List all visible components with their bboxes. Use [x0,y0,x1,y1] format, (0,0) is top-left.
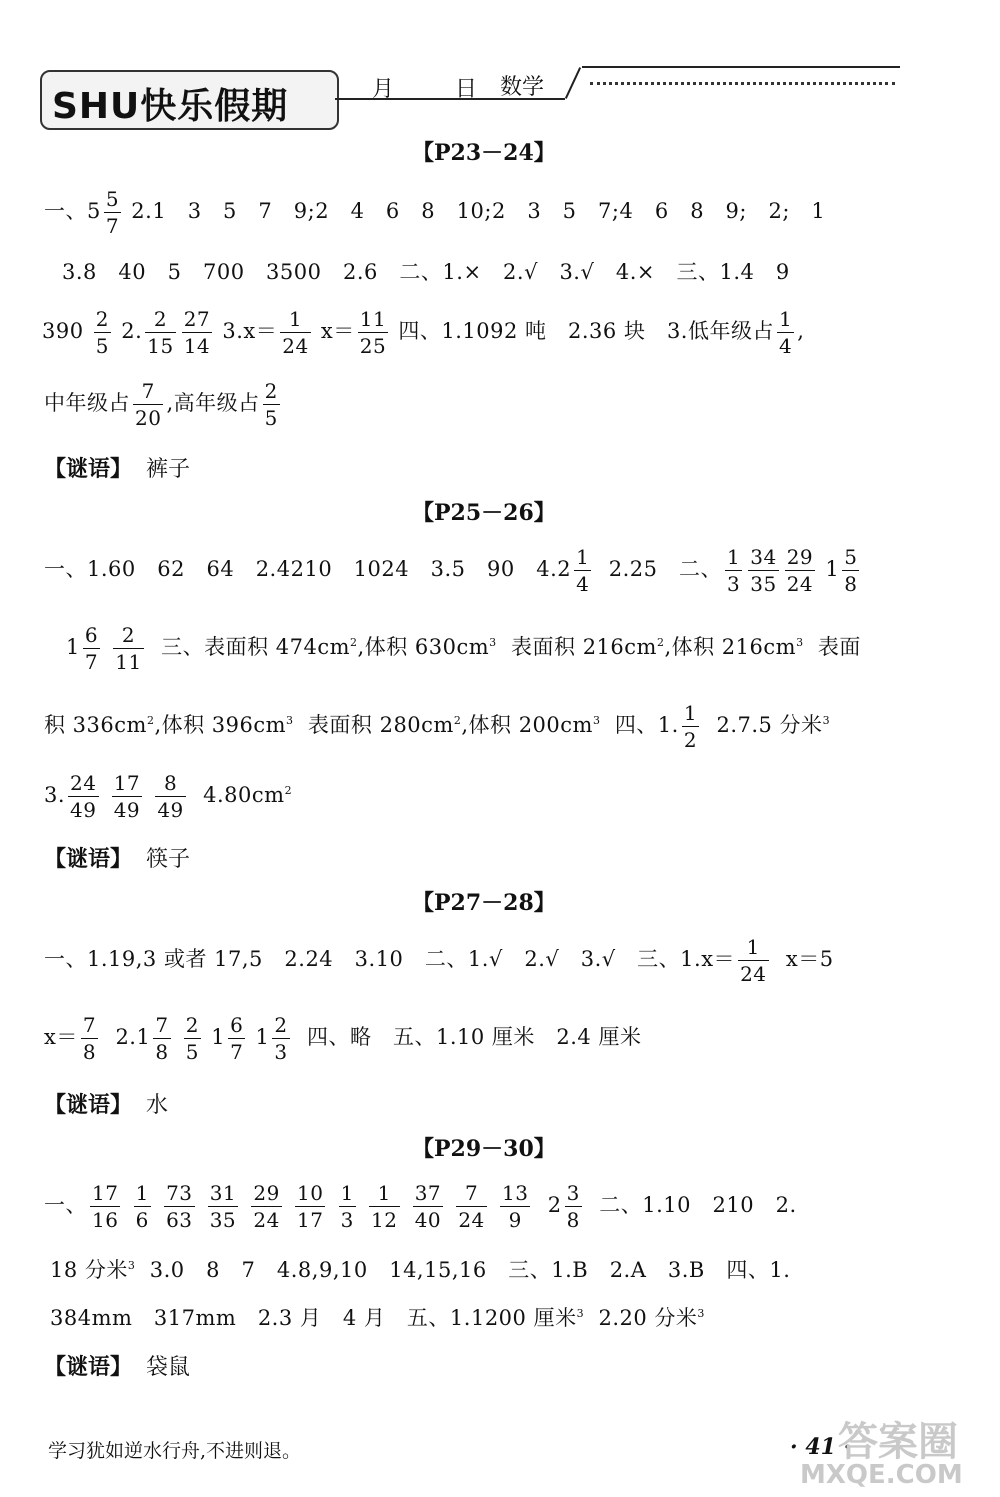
fraction: $\frac{8}{49}$ [157,771,184,822]
s3-line1: 一、1.19,3 或者 17,5 2.24 3.10 二、1.√ 2.√ 3.√ 三、1.x＝ $\frac{1}{24}$ x＝5 [44,935,834,986]
fraction: $\frac{17}{16}$ [92,1181,119,1232]
fraction: $\frac{7}{8}$ [155,1013,169,1064]
fraction: $\frac{37}{40}$ [414,1181,442,1232]
fraction: $\frac{29}{24}$ [253,1181,280,1232]
header-dots [590,82,895,85]
s1-riddle: 【谜语】 裤子 [44,456,191,482]
fraction: $\frac{1}{2}$ [683,701,698,752]
section-title-p29: 【P29－30】 [412,1136,556,1162]
watermark-url: MXQE.COM [800,1460,963,1490]
logo-text: SHU快乐假期 [52,86,289,127]
s1-line3: 390 $\frac{2}{5}$ 2. $\frac{2}{15}$ $\frac{27}{14}$ 3.x＝ $\frac{1}{24}$ x＝ $\frac{11}{25}$ 四、1.1092 吨 2.36 块 3.低年级占 $\frac{1}{4}$ , [42,307,805,358]
section-title-p23: 【P23－24】 [412,140,556,166]
fraction: $\frac{34}{35}$ [750,545,777,596]
header-slash [565,67,581,99]
header-top-rule [582,66,900,68]
s2-line3: 积 $336cm^2$,体积 $396cm^3$ 表面积 $280cm^2$,体积 $200cm^3$ 四、1. $\frac{1}{2}$ 2.7.5 分米$^3$ [44,701,831,752]
s2-line4: 3. $\frac{24}{49}$ $\frac{17}{49}$ $\frac{8}{49}$ $4.80cm^2$ [44,771,293,822]
header-subject: 数学 [500,75,545,100]
fraction: $\frac{5}{7}$ [105,187,120,238]
s3-riddle: 【谜语】 水 [44,1092,169,1118]
s4-riddle: 【谜语】 袋鼠 [44,1354,191,1380]
fraction: $\frac{27}{14}$ [183,307,211,358]
header-month: 月 [372,77,395,102]
fraction: $\frac{3}{8}$ [566,1181,580,1232]
fraction: $\frac{7}{20}$ [135,379,162,430]
s4-line1: 一、 $\frac{17}{16}$ $\frac{1}{6}$ $\frac{73}{63}$ $\frac{31}{35}$ $\frac{29}{24}$ $\frac{10}{17}$ $\frac{1}{3}$ $\frac{1}{12}$ $\frac{37}{40}$ $\frac{7}{24}$ $\frac{13}{9}$ 2 $\frac{3}{8}$ 二、1.10 210 2. [44,1181,797,1232]
s4-line3: 384mm 317mm 2.3 月 4 月 五、1.1200 厘米$^3$ 2.20 分米$^3$ [50,1306,705,1330]
fraction: $\frac{10}{17}$ [296,1181,324,1232]
logo-box [40,70,339,130]
fraction: $\frac{5}{8}$ [844,545,858,596]
fraction: $\frac{24}{49}$ [70,771,97,822]
s2-line2: 1 $\frac{6}{7}$ $\frac{2}{11}$ 三、表面积 $474cm^2$,体积 $630cm^3$ 表面积 $216cm^2$,体积 $216cm^3$ 表面 [66,623,861,674]
watermark-logo: 答案圈 [838,1419,958,1465]
s1-line2: 3.8 40 5 700 3500 2.6 二、1.× 2.√ 3.√ 4.× 三、1.4 9 [62,260,790,284]
fraction: $\frac{2}{11}$ [115,623,142,674]
fraction: $\frac{1}{12}$ [371,1181,398,1232]
section-title-p27: 【P27－28】 [412,890,556,916]
header-day: 日 [455,77,478,102]
fraction: $\frac{1}{4}$ [778,307,793,358]
fraction: $\frac{73}{63}$ [166,1181,193,1232]
s3-line2: x＝ $\frac{7}{8}$ 2.1 $\frac{7}{8}$ $\frac{2}{5}$ 1 $\frac{6}{7}$ 1 $\frac{2}{3}$ 四、略 五、1.10 厘米 2.4 厘米 [44,1013,642,1064]
fraction: $\frac{1}{4}$ [576,545,590,596]
fraction: $\frac{1}{3}$ [340,1181,354,1232]
fraction: $\frac{1}{6}$ [135,1181,149,1232]
fraction: $\frac{2}{15}$ [147,307,174,358]
fraction: $\frac{17}{49}$ [113,771,141,822]
fraction: $\frac{7}{8}$ [82,1013,97,1064]
section-title-p25: 【P25－26】 [412,500,556,526]
fraction: $\frac{2}{5}$ [264,379,278,430]
s2-line1: 一、1.60 62 64 2.4210 1024 3.5 90 4.2 $\frac{1}{4}$ 2.25 二、 $\frac{1}{3}$ $\frac{34}{35}$ $\frac{29}{24}$ 1 $\frac{5}{8}$ [44,545,858,596]
fraction: $\frac{2}{5}$ [185,1013,199,1064]
s2-riddle: 【谜语】 筷子 [44,846,191,872]
fraction: $\frac{7}{24}$ [458,1181,485,1232]
fraction: $\frac{11}{25}$ [359,307,387,358]
fraction: $\frac{1}{24}$ [282,307,309,358]
s1-line1: 一、5 $\frac{5}{7}$ 2.1 3 5 7 9;2 4 6 8 10;2 3 5 7;4 6 8 9; 2; 1 [44,187,826,238]
fraction: $\frac{6}{7}$ [230,1013,244,1064]
s1-line4: 中年级占 $\frac{7}{20}$ ,高年级占 $\frac{2}{5}$ [44,379,278,430]
fraction: $\frac{1}{24}$ [740,935,767,986]
fraction: $\frac{2}{3}$ [274,1013,288,1064]
fraction: $\frac{13}{9}$ [501,1181,529,1232]
fraction: $\frac{29}{24}$ [786,545,814,596]
fraction: $\frac{6}{7}$ [84,623,99,674]
footer-motto: 学习犹如逆水行舟,不进则退。 [48,1440,302,1462]
fraction: $\frac{1}{3}$ [727,545,741,596]
page-number: · 41 · [790,1434,852,1460]
s4-line2: 18 分米$^3$ 3.0 8 7 4.8,9,10 14,15,16 三、1.B 2.A 3.B 四、1. [50,1258,791,1282]
fraction: $\frac{31}{35}$ [209,1181,237,1232]
fraction: $\frac{2}{5}$ [95,307,110,358]
